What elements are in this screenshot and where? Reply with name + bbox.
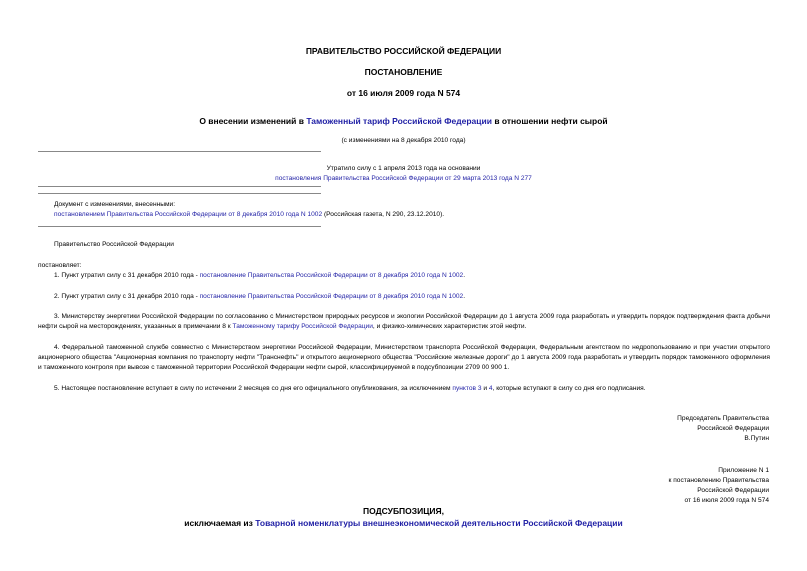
signature-title: Председатель Правительства xyxy=(677,415,769,422)
divider xyxy=(38,186,321,187)
paragraph-5-mid: и xyxy=(481,385,489,392)
paragraph-4: 4. Федеральной таможенной службе совместно с Министерством энергетики Российской Федерации, Министерством транспорта Российской Федерации, Федеральным агентством по недропользованию и при участии открытого акционерного общества "Акционерная компания по транспорту нефти "Транснефть" и открытого акционерного общества "Российские железные дороги" до 1 августа 2009 года разработать и утвердить порядок таможенного оформления и таможенного контроля при вывозе с таможенной территории Российской Федерации нефти сырой, классифицируемой в подсубпозиции 2709 00 900 1. xyxy=(38,344,770,371)
appendix-block xyxy=(669,466,770,506)
changes-source: (Российская газета, N 290, 23.12.2010). xyxy=(322,211,445,218)
paragraph-1-text: 1. Пункт утратил силу с 31 декабря 2010 года - xyxy=(54,272,200,279)
divider xyxy=(38,151,321,152)
government-heading: ПРАВИТЕЛЬСТВО РОССИЙСКОЙ ФЕДЕРАЦИИ xyxy=(305,46,502,56)
subposition-prefix: исключаемая из xyxy=(184,518,256,528)
changes-line xyxy=(54,210,444,219)
signature-country: Российской Федерации xyxy=(697,425,769,432)
paragraph-3-text: 3. Министерству энергетики Российской Федерации по согласованию с Министерством природных ресурсов и экологии Российской Федерации до 1 августа 2009 года разработать и утвердить порядок подтверждения факта добычи нефти сырой на месторождениях, указанных в примечании 8 к xyxy=(38,313,770,330)
changes-decree-link[interactable]: постановлением Правительства Российской Федерации от 8 декабря 2010 года N 1002 xyxy=(54,211,323,218)
title-prefix: О внесении изменений в xyxy=(199,116,307,126)
changes-label: Документ с изменениями, внесенными: xyxy=(54,201,176,208)
appendix-date: от 16 июля 2009 года N 574 xyxy=(684,497,769,504)
paragraph-1 xyxy=(54,271,465,280)
document-title xyxy=(0,116,807,126)
paragraph-5 xyxy=(54,384,646,393)
paragraph-2-end: . xyxy=(463,293,466,300)
intro-text: Правительство Российской Федерации xyxy=(54,241,174,248)
expired-notice: Утратило силу с 1 апреля 2013 года на основании xyxy=(326,165,481,172)
commodity-nomenclature-link[interactable]: Товарной номенклатуры внешнеэкономической деятельности Российской Федерации xyxy=(255,518,623,528)
paragraph-5-text: 5. Настоящее постановление вступает в силу по истечении 2 месяцев со дня его официального опубликования, за исключением xyxy=(54,385,453,392)
decree-word: постановляет: xyxy=(38,262,82,269)
subposition-subtitle xyxy=(0,518,807,528)
appendix-country: Российской Федерации xyxy=(697,487,769,494)
paragraph-5-link-3[interactable]: пунктов 3 xyxy=(452,385,482,392)
signature-block xyxy=(677,414,769,444)
divider xyxy=(38,226,321,227)
paragraph-2-text: 2. Пункт утратил силу с 31 декабря 2010 года - xyxy=(54,293,200,300)
document-date-number: от 16 июля 2009 года N 574 xyxy=(346,88,461,98)
subposition-heading: ПОДСУБПОЗИЦИЯ, xyxy=(362,506,445,516)
amended-note: (с изменениями на 8 декабря 2010 года) xyxy=(341,137,466,144)
appendix-ref: к постановлению Правительства xyxy=(668,477,769,484)
signature-name: В.Путин xyxy=(744,435,769,442)
paragraph-1-end: . xyxy=(463,272,466,279)
paragraph-3-link[interactable]: Таможенному тарифу Российской Федерации xyxy=(232,323,373,330)
paragraph-5-link-4[interactable]: 4 xyxy=(488,385,493,392)
paragraph-2-link[interactable]: постановление Правительства Российской Федерации от 8 декабря 2010 года N 1002 xyxy=(199,293,464,300)
paragraph-2 xyxy=(54,292,465,301)
paragraph-1-link[interactable]: постановление Правительства Российской Федерации от 8 декабря 2010 года N 1002 xyxy=(199,272,464,279)
customs-tariff-link[interactable]: Таможенный тариф Российской Федерации xyxy=(306,116,492,126)
expired-decree-link[interactable]: постановления Правительства Российской Федерации от 29 марта 2013 года N 277 xyxy=(275,175,532,182)
paragraph-3-end: , и физико-химических характеристик этой нефти. xyxy=(372,323,527,330)
paragraph-3 xyxy=(38,312,770,332)
expired-link-line xyxy=(0,174,807,183)
appendix-number: Приложение N 1 xyxy=(718,467,769,474)
document-type: ПОСТАНОВЛЕНИЕ xyxy=(364,67,443,77)
paragraph-5-end: , которые вступают в силу со дня его подписания. xyxy=(492,385,646,392)
title-suffix: в отношении нефти сырой xyxy=(491,116,608,126)
divider xyxy=(38,193,321,194)
